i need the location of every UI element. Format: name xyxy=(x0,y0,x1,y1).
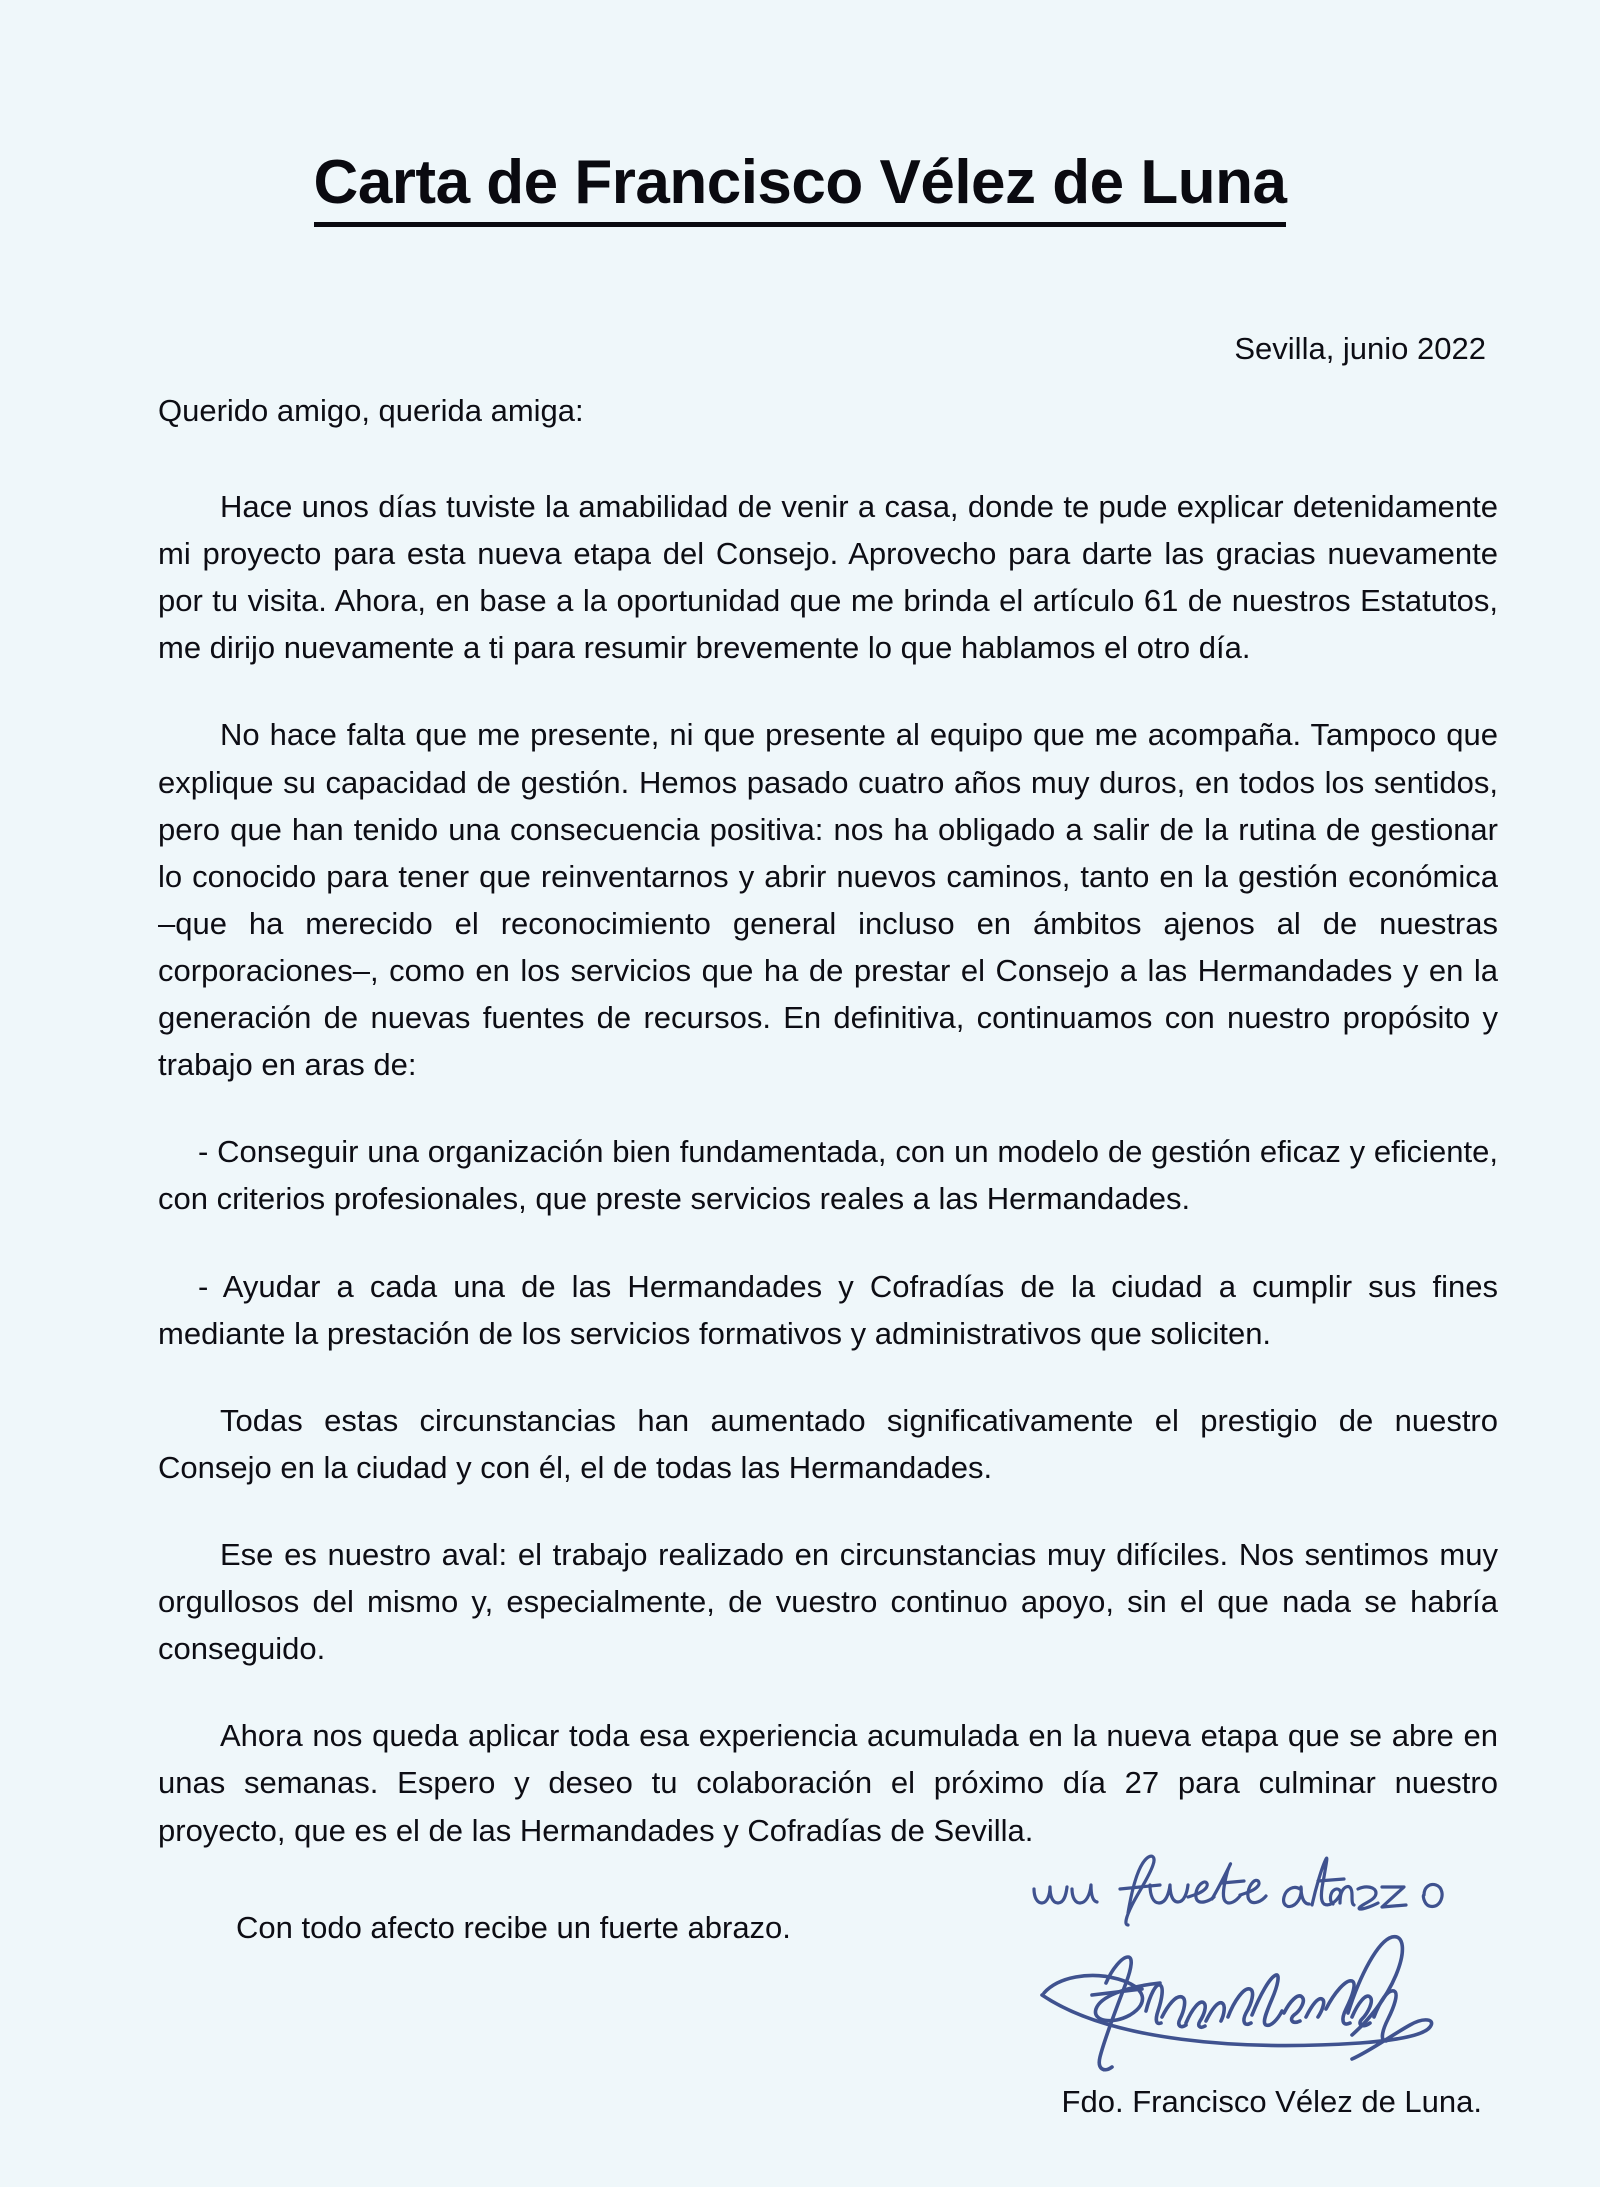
paragraph-3: Todas estas circunstancias han aumentado significativamente el prestigio de nuestro Consejo en la ciudad y con él, el de todas las Hermandades. xyxy=(158,1402,1498,1485)
paragraph-5: Ahora nos queda aplicar toda esa experiencia acumulada en la nueva etapa que se abre en unas semanas. Espero y deseo tu colaboración el próximo día 27 para culminar nuestro proyecto, que es el de las Hermandades y Cofradías de Sevilla. xyxy=(158,1718,1498,1848)
closing-line: Con todo afecto recibe un fuerte abrazo. xyxy=(236,1909,791,1945)
handwritten-signature-icon xyxy=(1000,1845,1470,2075)
paragraph-2: No hace falta que me presente, ni que presente al equipo que me acompaña. Tampoco que explique su capacidad de gestión. Hemos pasado cuatro años muy duros, en todos los sentidos, pero que han tenido una consecuencia positiva: nos ha obligado a salir de la rutina de gestionar lo conocido para tener que reinventarnos y abrir nuevos caminos, tanto en la gestión económica –que ha merecido el reconocimiento general incluso en ámbitos ajenos al de nuestras corporaciones–, como en los servicios que ha de prestar el Consejo a las Hermandades y en la generación de nuevas fuentes de recursos. En definitiva, continuamos con nuestro propósito y trabajo en aras de: xyxy=(158,717,1498,1083)
letter-body xyxy=(158,330,1498,1949)
page-title: Carta de Francisco Vélez de Luna xyxy=(314,150,1287,227)
page-title-container xyxy=(0,0,1600,268)
signature-caption: Fdo. Francisco Vélez de Luna. xyxy=(1061,2084,1482,2119)
date-line: Sevilla, junio 2022 xyxy=(1234,331,1486,366)
salutation: Querido amigo, querida amiga: xyxy=(158,392,584,428)
signature-area xyxy=(1000,1845,1470,2075)
paragraph-1: Hace unos días tuviste la amabilidad de venir a casa, donde te pude explicar detenidamente mi proyecto para esta nueva etapa del Consejo. Aprovecho para darte las gracias nuevamente por tu visita. Ahora, en base a la oportunidad que me brinda el artículo 61 de nuestros Estatutos, me dirijo nuevamente a ti para resumir brevemente lo que hablamos el otro día. xyxy=(158,489,1498,666)
bullet-item-2: - Ayudar a cada una de las Hermandades y Cofradías de la ciudad a cumplir sus fines mediante la prestación de los servicios formativos y administrativos que soliciten. xyxy=(158,1268,1498,1351)
paragraph-4: Ese es nuestro aval: el trabajo realizado en circunstancias muy difíciles. Nos sentimos muy orgullosos del mismo y, especialmente, de vuestro continuo apoyo, sin el que nada se habría conseguido. xyxy=(158,1537,1498,1667)
bullet-item-1: - Conseguir una organización bien fundamentada, con un modelo de gestión eficaz y eficiente, con criterios profesionales, que preste servicios reales a las Hermandades. xyxy=(158,1134,1498,1217)
